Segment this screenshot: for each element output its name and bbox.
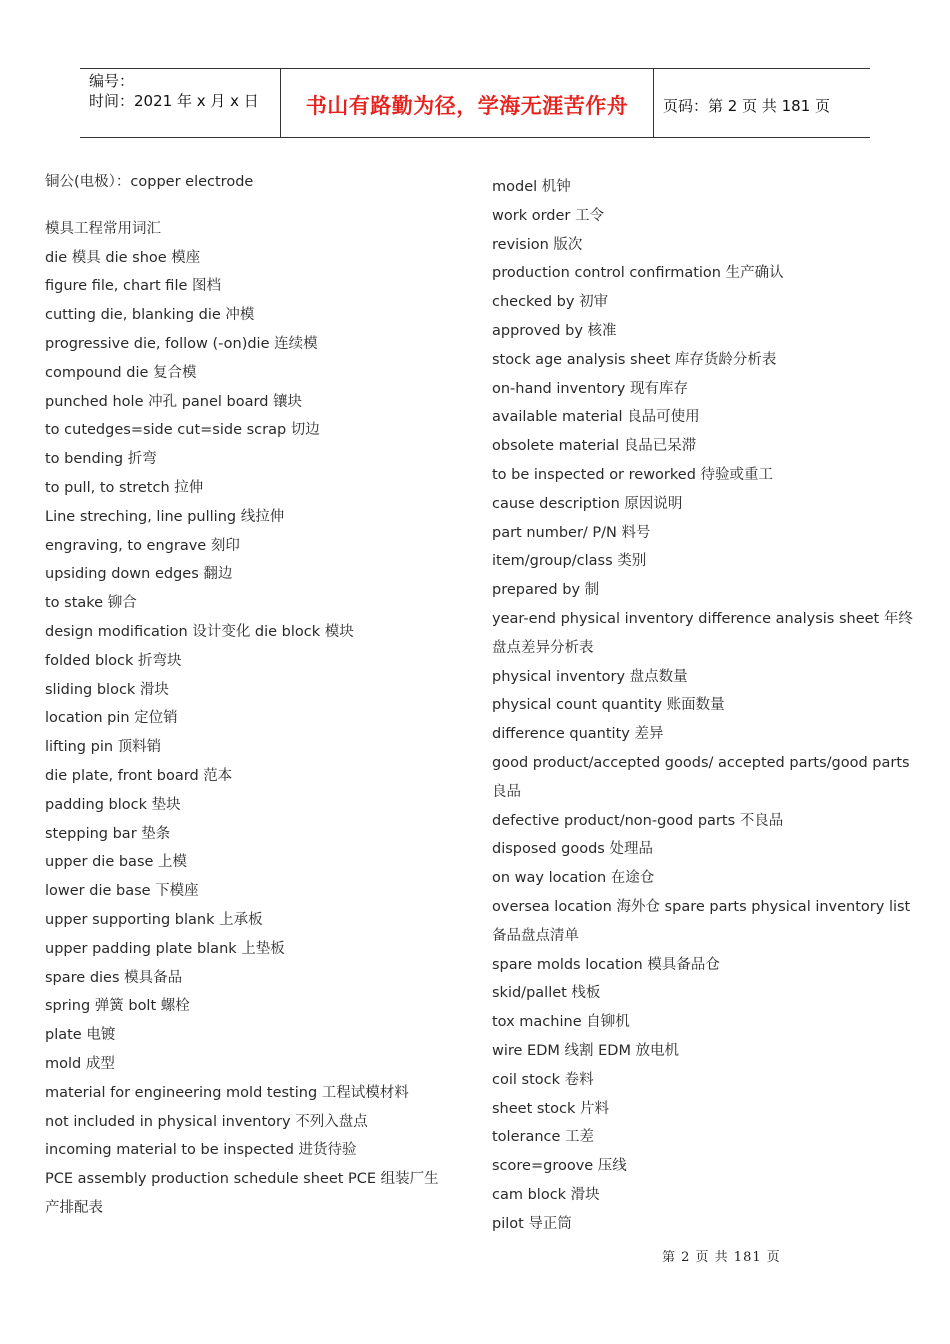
term-line: to cutedges=side cut=side scrap 切边 xyxy=(45,422,320,439)
header-motto: 书山有路勤为径，学海无涯苦作舟 xyxy=(281,69,654,137)
term-line: engraving, to engrave 刻印 xyxy=(45,537,240,554)
term-line: progressive die, follow (-on)die 连续模 xyxy=(45,335,318,352)
term-line: score=groove 压线 xyxy=(492,1158,627,1175)
term-line: upper supporting blank 上承板 xyxy=(45,911,263,928)
term-line: production control confirmation 生产确认 xyxy=(492,265,784,282)
section-title: 模具工程常用词汇 xyxy=(45,220,161,237)
term-line: to be inspected or reworked 待验或重工 xyxy=(492,466,774,483)
term-line: obsolete material 良品已呆滞 xyxy=(492,438,697,455)
term-line: coil stock 卷料 xyxy=(492,1071,594,1088)
term-line: cam block 滑块 xyxy=(492,1186,600,1203)
header-meta xyxy=(80,69,281,137)
term-line: lifting pin 顶料销 xyxy=(45,739,162,756)
left-first-line: 铜公(电极）：copper electrode xyxy=(45,174,254,190)
term-line: part number/ P/N 料号 xyxy=(492,524,651,541)
term-line: difference quantity 差异 xyxy=(492,726,664,743)
term-line: oversea location 海外仓 spare parts physical inventory list xyxy=(492,898,911,915)
term-line: sheet stock 片料 xyxy=(492,1100,609,1117)
term-line: prepared by 制 xyxy=(492,582,600,599)
term-line: design modification 设计变化 die block 模块 xyxy=(45,623,354,640)
term-line: wire EDM 线割 EDM 放电机 xyxy=(492,1042,680,1059)
term-line: Line streching, line pulling 线拉伸 xyxy=(45,508,285,525)
term-line: year-end physical inventory difference analysis sheet 年终 xyxy=(492,610,913,627)
term-line: location pin 定位销 xyxy=(45,710,178,727)
term-line: PCE assembly production schedule sheet PCE 组装厂生 xyxy=(45,1171,439,1188)
term-line: upper padding plate blank 上垫板 xyxy=(45,940,285,957)
term-line: 盘点差异分析表 xyxy=(492,639,594,656)
term-line: compound die 复合模 xyxy=(45,364,197,381)
code-label: 编号： xyxy=(89,72,135,90)
term-line: lower die base 下模座 xyxy=(45,883,199,900)
term-line: cutting die, blanking die 冲模 xyxy=(45,307,255,324)
term-line: item/group/class 类别 xyxy=(492,553,647,570)
term-line: 良品 xyxy=(492,783,521,800)
term-line: tolerance 工差 xyxy=(492,1129,595,1146)
term-line: skid/pallet 栈板 xyxy=(492,985,601,1002)
term-line: not included in physical inventory 不列入盘点 xyxy=(45,1113,368,1130)
term-line: on-hand inventory 现有库存 xyxy=(492,380,688,397)
term-line: 产排配表 xyxy=(45,1199,103,1216)
term-line: 备品盘点清单 xyxy=(492,927,579,944)
right-column xyxy=(492,173,912,1238)
term-line: folded block 折弯块 xyxy=(45,652,182,669)
term-line: good product/accepted goods/ accepted parts/good parts xyxy=(492,754,910,771)
term-line: spare dies 模具备品 xyxy=(45,969,183,986)
term-line: stock age analysis sheet 库存货龄分析表 xyxy=(492,351,777,368)
term-line: approved by 核准 xyxy=(492,322,617,339)
term-line: mold 成型 xyxy=(45,1055,115,1072)
page-footer: 第 2 页 共 181 页 xyxy=(662,1250,781,1265)
term-line: incoming material to be inspected 进货待验 xyxy=(45,1142,357,1159)
left-column xyxy=(45,168,455,1223)
term-line: figure file, chart file 图档 xyxy=(45,278,221,295)
spacer xyxy=(45,197,455,215)
right-term-list xyxy=(492,173,912,1238)
term-line: upper die base 上模 xyxy=(45,854,188,871)
term-line: spring 弹簧 bolt 螺栓 xyxy=(45,998,190,1015)
term-line: work order 工令 xyxy=(492,207,604,224)
term-line: pilot 导正筒 xyxy=(492,1215,572,1232)
term-line: model 机钟 xyxy=(492,179,571,195)
term-line: checked by 初审 xyxy=(492,294,609,311)
term-line: on way location 在途仓 xyxy=(492,870,655,887)
term-line: to stake 铆合 xyxy=(45,595,137,612)
time-label: 时间：2021 年 x 月 x 日 xyxy=(89,92,259,110)
term-line: revision 版次 xyxy=(492,236,583,253)
term-line: available material 良品可使用 xyxy=(492,409,700,426)
left-term-list xyxy=(45,244,455,1223)
term-line: defective product/non-good parts 不良品 xyxy=(492,812,784,829)
term-line: physical inventory 盘点数量 xyxy=(492,668,688,685)
header-page-info: 页码：第 2 页 共 181 页 xyxy=(663,96,831,115)
term-line: stepping bar 垫条 xyxy=(45,825,171,842)
term-line: to pull, to stretch 拉伸 xyxy=(45,479,204,496)
term-line: tox machine 自铆机 xyxy=(492,1014,630,1031)
term-line: disposed goods 处理品 xyxy=(492,841,653,858)
term-line: upsiding down edges 翻边 xyxy=(45,566,233,583)
term-line: plate 电镀 xyxy=(45,1027,116,1044)
term-line: padding block 垫块 xyxy=(45,796,181,813)
term-line: physical count quantity 账面数量 xyxy=(492,697,725,714)
page-header xyxy=(80,68,870,138)
term-line: to bending 折弯 xyxy=(45,451,157,468)
term-line: cause description 原因说明 xyxy=(492,495,683,512)
term-line: sliding block 滑块 xyxy=(45,681,169,698)
term-line: material for engineering mold testing 工程试模材料 xyxy=(45,1084,409,1101)
term-line: spare molds location 模具备品仓 xyxy=(492,956,720,973)
term-line: die 模具 die shoe 模座 xyxy=(45,249,201,266)
term-line: punched hole 冲孔 panel board 镶块 xyxy=(45,393,303,410)
term-line: die plate, front board 范本 xyxy=(45,767,233,784)
